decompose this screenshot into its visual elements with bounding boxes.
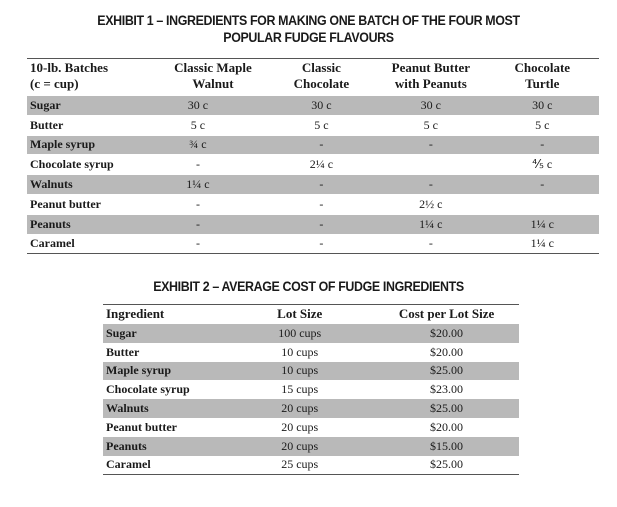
cost-header-row	[103, 305, 519, 325]
table-row	[103, 437, 519, 456]
lot-size-value: 25 cups	[225, 456, 374, 475]
peanut-butter-value: -	[376, 234, 485, 254]
classic-chocolate-value: 2¼ c	[309, 157, 334, 172]
lot-size-value: 20 cups	[225, 399, 374, 418]
classic-chocolate-column-header	[267, 59, 376, 97]
batch-column-header	[27, 59, 159, 97]
row-label: Peanut butter	[106, 419, 177, 434]
table-row	[27, 194, 599, 214]
lot-size-value: 20 cups	[281, 419, 319, 434]
cost-value: $25.00	[374, 456, 519, 475]
row-label: Caramel	[27, 234, 159, 254]
classic-chocolate-value: -	[267, 135, 376, 155]
peanut-butter-value: -	[376, 135, 485, 155]
row-label: Chocolate syrup	[30, 157, 114, 172]
maple-walnut-header-line1: Classic Maple	[174, 60, 252, 75]
table-row	[27, 135, 599, 155]
cost-value: $23.00	[430, 382, 464, 397]
classic-chocolate-value: -	[319, 196, 324, 211]
maple-walnut-value: 1¼ c	[159, 175, 266, 195]
exhibit2-title: EXHIBIT 2 – AVERAGE COST OF FUDGE INGREDIENTS	[153, 279, 464, 294]
maple-walnut-value: -	[159, 214, 266, 234]
table-row	[103, 362, 519, 381]
chocolate-turtle-value	[486, 194, 599, 214]
lot-size-value: 10 cups	[281, 344, 319, 359]
cost-value: $25.00	[374, 362, 519, 381]
maple-walnut-value: ¾ c	[159, 135, 266, 155]
ingredients-table	[27, 58, 599, 254]
lot-size-column-header: Lot Size	[277, 306, 323, 321]
chocolate-turtle-value: -	[486, 175, 599, 195]
cost-table	[103, 304, 519, 475]
exhibit1-title	[25, 12, 593, 46]
chocolate-turtle-column-header	[486, 59, 599, 97]
table-row	[27, 115, 599, 135]
peanut-butter-header-line2: with Peanuts	[394, 75, 467, 91]
chocolate-turtle-value: -	[486, 135, 599, 155]
cost-value: $15.00	[374, 437, 519, 456]
maple-walnut-value: -	[195, 196, 200, 211]
peanut-butter-value: 5 c	[423, 117, 438, 132]
peanut-butter-header-line1: Peanut Butter	[391, 60, 470, 75]
lot-size-value: 100 cups	[225, 324, 374, 343]
peanut-butter-value: 30 c	[376, 96, 485, 115]
table-row	[103, 380, 519, 399]
exhibit1-title-line1: EXHIBIT 1 – INGREDIENTS FOR MAKING ONE BATCH OF THE FOUR MOST	[97, 13, 520, 28]
peanut-butter-value: 1¼ c	[376, 214, 485, 234]
chocolate-turtle-value: 1¼ c	[486, 214, 599, 234]
row-label: Chocolate syrup	[106, 382, 190, 397]
row-label: Butter	[30, 117, 64, 132]
lot-size-value: 15 cups	[281, 382, 319, 397]
classic-chocolate-value: 30 c	[267, 96, 376, 115]
cost-value: $20.00	[374, 324, 519, 343]
peanut-butter-column-header	[376, 59, 485, 97]
chocolate-turtle-value: 30 c	[486, 96, 599, 115]
maple-walnut-value: -	[159, 234, 266, 254]
row-label: Maple syrup	[27, 135, 159, 155]
maple-walnut-value: 30 c	[159, 96, 266, 115]
table-row	[27, 96, 599, 115]
table-row	[27, 175, 599, 195]
table-row	[27, 155, 599, 175]
maple-walnut-header-line2: Walnut	[192, 75, 234, 91]
batch-header-line1: 10-lb. Batches	[30, 60, 108, 75]
classic-chocolate-header-line2: Chocolate	[293, 75, 350, 91]
lot-size-value: 10 cups	[225, 362, 374, 381]
row-label: Maple syrup	[103, 362, 225, 381]
cost-column-header: Cost per Lot Size	[398, 306, 495, 321]
peanut-butter-value: 2½ c	[419, 196, 443, 211]
cost-value: $20.00	[430, 344, 464, 359]
ingredients-header-row	[27, 59, 599, 97]
table-row	[27, 234, 599, 254]
row-label: Walnuts	[103, 399, 225, 418]
exhibit1-title-line2: POPULAR FUDGE FLAVOURS	[223, 30, 394, 45]
row-label: Peanut butter	[30, 196, 101, 211]
batch-header-line2: (c = cup)	[30, 75, 79, 91]
row-label: Sugar	[103, 324, 225, 343]
classic-chocolate-header-line1: Classic	[301, 60, 341, 75]
classic-chocolate-value: -	[267, 214, 376, 234]
chocolate-turtle-header-line2: Turtle	[525, 75, 560, 91]
row-label: Walnuts	[27, 175, 159, 195]
row-label: Peanuts	[27, 214, 159, 234]
chocolate-turtle-header-line1: Chocolate	[514, 60, 571, 75]
chocolate-turtle-value: 5 c	[535, 117, 550, 132]
chocolate-turtle-value: 1¼ c	[486, 234, 599, 254]
table-row	[27, 214, 599, 234]
table-row	[103, 418, 519, 437]
table-row	[103, 399, 519, 418]
row-label: Peanuts	[103, 437, 225, 456]
lot-size-value: 20 cups	[225, 437, 374, 456]
chocolate-turtle-value: ⅘ c	[532, 157, 553, 172]
row-label: Butter	[106, 344, 140, 359]
row-label: Sugar	[27, 96, 159, 115]
classic-chocolate-value: 5 c	[314, 117, 329, 132]
maple-walnut-column-header	[159, 59, 266, 97]
maple-walnut-value: 5 c	[190, 117, 206, 132]
maple-walnut-value: -	[195, 157, 200, 172]
peanut-butter-value	[376, 155, 485, 175]
row-label: Caramel	[103, 456, 225, 475]
classic-chocolate-value: -	[267, 175, 376, 195]
cost-value: $25.00	[374, 399, 519, 418]
ingredient-column-header: Ingredient	[106, 306, 165, 321]
cost-value: $20.00	[430, 419, 464, 434]
table-row	[103, 324, 519, 343]
table-row	[103, 456, 519, 475]
peanut-butter-value: -	[376, 175, 485, 195]
table-row	[103, 343, 519, 362]
classic-chocolate-value: -	[267, 234, 376, 254]
